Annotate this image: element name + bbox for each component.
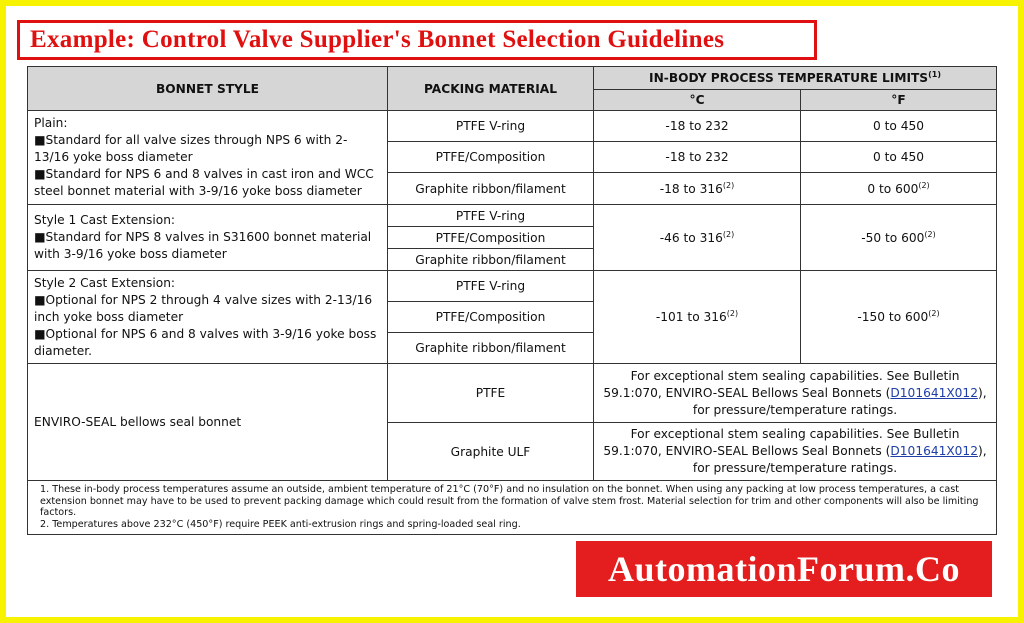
- celsius-cell: -18 to 232: [594, 111, 801, 142]
- footnotes-cell: [28, 481, 997, 535]
- bonnet-plain-cell: [28, 111, 388, 205]
- packing-cell: Graphite ribbon/filament: [388, 249, 594, 271]
- packing-cell: PTFE/Composition: [388, 227, 594, 249]
- table-row: [28, 111, 997, 142]
- footnote-ref: (2): [722, 229, 735, 239]
- footnote-ref: (2): [726, 308, 739, 318]
- fahrenheit-cell: [801, 173, 997, 205]
- footnote-ref: (2): [722, 180, 735, 190]
- notes-row: [28, 481, 997, 535]
- packing-cell: Graphite ribbon/filament: [388, 173, 594, 205]
- bonnet-selection-table: [27, 66, 997, 535]
- bonnet-style-desc: ■Optional for NPS 6 and 8 valves with 3-9/16 yoke boss diameter.: [34, 326, 377, 358]
- enviro-note-text: For exceptional stem sealing capabilities. See Bulletin 59.1:070, ENVIRO-SEAL Bellows Seal Bonnets (: [603, 368, 960, 400]
- packing-cell: PTFE/Composition: [388, 142, 594, 173]
- footnote-ref: (2): [928, 308, 940, 318]
- table-row: [28, 271, 997, 302]
- celsius-value: -46 to 316: [659, 230, 723, 245]
- bulletin-link[interactable]: D101641X012: [890, 385, 978, 400]
- packing-cell: Graphite ribbon/filament: [388, 333, 594, 364]
- fahrenheit-value: -50 to 600: [861, 230, 925, 245]
- footnote-2: 2. Temperatures above 232°C (450°F) require PEEK anti-extrusion rings and spring-loaded seal ring.: [40, 518, 521, 530]
- bonnet-style-name: Style 1 Cast Extension:: [34, 213, 176, 227]
- enviro-note-cell: [594, 423, 997, 481]
- celsius-cell: [594, 271, 801, 364]
- title-banner: [17, 20, 817, 60]
- table-row: [28, 205, 997, 227]
- packing-cell: PTFE V-ring: [388, 111, 594, 142]
- automationforum-logo: [576, 541, 992, 597]
- bonnet-style-desc: ■Standard for NPS 6 and 8 valves in cast iron and WCC steel bonnet material with 3-9/16 yoke boss diameter: [34, 167, 374, 198]
- bonnet-style-desc: ■Standard for all valve sizes through NPS 6 with 2-13/16 yoke boss diameter: [34, 133, 348, 164]
- celsius-cell: -18 to 232: [594, 142, 801, 173]
- packing-cell: PTFE V-ring: [388, 271, 594, 302]
- packing-cell: PTFE/Composition: [388, 302, 594, 333]
- fahrenheit-cell: [801, 271, 997, 364]
- celsius-value: -101 to 316: [655, 310, 727, 324]
- enviro-note-text: For exceptional stem sealing capabilities. See Bulletin 59.1:070, ENVIRO-SEAL Bellows Seal Bonnets (: [603, 427, 960, 458]
- page-title: Example: Control Valve Supplier's Bonnet Selection Guidelines: [30, 26, 725, 53]
- bonnet-style-name: Style 2 Cast Extension:: [34, 275, 176, 290]
- bonnet-enviro-cell: ENVIRO-SEAL bellows seal bonnet: [28, 364, 388, 481]
- logo-text: AutomationForum.Co: [608, 549, 960, 589]
- packing-cell: PTFE: [388, 364, 594, 423]
- header-celsius: °C: [594, 90, 801, 111]
- header-row: [28, 67, 997, 90]
- header-bonnet-style: BONNET STYLE: [28, 67, 388, 111]
- footnote-ref: (1): [928, 69, 941, 79]
- bonnet-style1-cell: [28, 205, 388, 271]
- enviro-note-text: ), for pressure/temperature ratings.: [692, 444, 987, 475]
- footnote-ref: (2): [918, 180, 930, 190]
- enviro-note-cell: [594, 364, 997, 423]
- fahrenheit-cell: 0 to 450: [801, 111, 997, 142]
- footnote-1: 1. These in-body process temperatures assume an outside, ambient temperature of 21°C (70°F) and no insulation on the bonnet. When using any packing at low process temperatures, a cast extension bonnet may have to be used to prevent packing damage which could result from the formation of valve stem frost. Material selection for trim and other components will also be limiting factors.: [40, 484, 979, 518]
- bonnet-style-name: Plain:: [34, 116, 68, 130]
- header-temp-limits-text: IN-BODY PROCESS TEMPERATURE LIMITS: [649, 71, 929, 85]
- enviro-note-text: ), for pressure/temperature ratings.: [692, 385, 987, 417]
- header-fahrenheit: °F: [801, 90, 997, 111]
- fahrenheit-value: -150 to 600: [857, 310, 929, 324]
- packing-cell: PTFE V-ring: [388, 205, 594, 227]
- table-row: [28, 364, 997, 423]
- fahrenheit-cell: 0 to 450: [801, 142, 997, 173]
- fahrenheit-value: 0 to 600: [867, 181, 919, 196]
- header-packing-material: PACKING MATERIAL: [388, 67, 594, 111]
- celsius-cell: [594, 205, 801, 271]
- bonnet-style-desc: ■Optional for NPS 2 through 4 valve sizes with 2-13/16 inch yoke boss diameter: [34, 292, 373, 324]
- packing-cell: Graphite ULF: [388, 423, 594, 481]
- celsius-cell: [594, 173, 801, 205]
- header-temp-limits: [594, 67, 997, 90]
- bonnet-style-desc: ■Standard for NPS 8 valves in S31600 bonnet material with 3-9/16 yoke boss diameter: [34, 230, 372, 261]
- fahrenheit-cell: [801, 205, 997, 271]
- bulletin-link[interactable]: D101641X012: [890, 444, 978, 458]
- bonnet-style2-cell: [28, 271, 388, 364]
- footnote-ref: (2): [924, 229, 936, 239]
- celsius-value: -18 to 316: [659, 181, 723, 196]
